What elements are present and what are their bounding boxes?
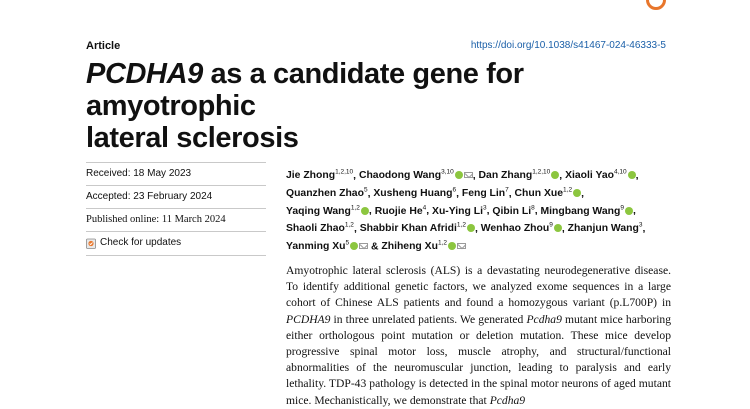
author-name: Ruojie He [374, 205, 423, 217]
check-for-updates-link[interactable] [86, 232, 181, 254]
author-item [286, 170, 353, 181]
orcid-icon[interactable] [350, 242, 358, 250]
author-name: Dan Zhang [478, 170, 533, 182]
title-text-line2: lateral sclerosis [86, 122, 299, 154]
author-name: Shaoli Zhao [286, 223, 345, 235]
author-item [373, 188, 456, 199]
check-updates-icon [86, 238, 96, 249]
author-affiliation: 7 [505, 186, 509, 194]
abstract-text-2: in three unrelated patients. We generated [330, 312, 527, 326]
author-name: Zhanjun Wang [567, 223, 639, 235]
published-date-row [86, 208, 266, 232]
author-affiliation: 1,2,10 [532, 169, 551, 176]
received-date-row [86, 162, 266, 186]
doi-link[interactable]: https://doi.org/10.1038/s41467-024-46333-5 [470, 40, 666, 51]
author-name: Xu-Ying Li [432, 205, 483, 217]
author-name: Chaodong Wang [358, 170, 442, 182]
author-affiliation: 1,2,10 [335, 169, 354, 176]
author-item [359, 170, 473, 181]
orcid-icon[interactable] [467, 224, 475, 232]
abstract-gene-1: PCDHA9 [286, 312, 331, 326]
abstract-gene-2: Pcdha9 [526, 312, 562, 326]
author-affiliation: 5 [345, 239, 350, 247]
author-item [568, 223, 643, 234]
author-item [492, 206, 534, 217]
email-icon[interactable] [359, 243, 368, 249]
orcid-icon[interactable] [361, 207, 369, 215]
title-text-line1: as a candidate gene for amyotrophic [86, 58, 524, 122]
author-name: Yanming Xu [286, 241, 346, 253]
author-affiliation: 5 [363, 186, 368, 194]
article-type-label: Article [86, 40, 121, 52]
author-list: Jie Zhong$^{1,2,10}$, Chaodong Wang$^{3,10}$ , Dan Zhang$^{1,2,10}$ , Xiaoli Yao$^{4,10}$ , Quanzhen Zhao$^5$, Xusheng Huang$^6$, Feng Lin$^7$, Chun Xue$^{1,2}$ , Yaqing Wang$^{1,2}$ , Ruojie He$^4$, Xu-Ying Li$^3$, Qibin Li$^8$, Mingbang Wang$^9$ , Shaoli Zhao$^{1,2}$, Shabbir Khan Afridi$^{1,2}$ , Wenhao Zhou$^9$ , Zhanjun Wang$^3$, Yanming Xu$^5$ & Zhiheng Xu$^{1,2}$ [286, 169, 646, 253]
email-icon[interactable] [457, 243, 466, 249]
author-affiliation: 3 [483, 204, 487, 212]
author-name: Quanzhen Zhao [286, 188, 364, 200]
author-item [360, 223, 475, 234]
abstract [286, 263, 671, 409]
author-name: Qibin Li [492, 205, 532, 217]
accepted-date-row [86, 185, 266, 209]
author-affiliation: 6 [452, 186, 457, 194]
orcid-icon[interactable] [554, 224, 562, 232]
author-affiliation: 1,2 [563, 186, 573, 194]
email-icon[interactable] [464, 172, 473, 178]
abstract-text-3: mutant mice harboring either orthologous point mutation or deletion mutation. These mice develop progressive spinal motor loss, muscle atrophy, and structural/functional abnormalities of the neuromuscular junction, leading to paralysis and early lethality. TDP-43 pathology is detected in the spinal motor neurons of aged mutant mice. Mechanistically, we demonstrate that [286, 312, 672, 407]
abstract-text-1: Amyotrophic lateral sclerosis (ALS) is a devastating neurodegenerative disease. To identify additional genetic factors, we analyzed exome sequences in a large cohort of Chinese ALS patients and found a homozygous variant (p.L700P) in [286, 264, 671, 310]
author-name: Mingbang Wang [540, 205, 621, 217]
journal-logo-icon [646, 0, 666, 10]
author-affiliation: 9 [549, 222, 553, 230]
author-name: Zhiheng Xu [381, 241, 438, 253]
author-name: Chun Xue [514, 188, 564, 200]
author-name: Jie Zhong [286, 170, 336, 182]
author-name: Shabbir Khan Afridi [359, 223, 457, 235]
orcid-icon[interactable] [455, 171, 463, 179]
author-affiliation: 1,2 [437, 239, 447, 247]
orcid-icon[interactable] [448, 242, 456, 250]
published-date: Published online: 11 March 2024 [86, 208, 266, 232]
check-updates-label: Check for updates [100, 237, 182, 248]
author-affiliation: 8 [531, 204, 535, 212]
orcid-icon[interactable] [551, 171, 559, 179]
author-item [286, 223, 354, 234]
author-item [565, 170, 636, 181]
author-name: Xiaoli Yao [565, 170, 614, 182]
orcid-icon[interactable] [628, 171, 636, 179]
author-affiliation: 4 [422, 204, 427, 212]
author-affiliation: 9 [620, 204, 624, 212]
author-name: Yaqing Wang [286, 205, 351, 217]
author-item [481, 223, 562, 234]
orcid-icon[interactable] [625, 207, 633, 215]
author-item [462, 188, 509, 199]
author-affiliation: 4,10 [613, 169, 627, 176]
abstract-gene-3: Pcdha9 [489, 393, 526, 407]
author-item [381, 241, 466, 252]
author-item [375, 206, 427, 217]
author-item [540, 206, 632, 217]
author-item [479, 170, 560, 181]
author-name: Wenhao Zhou [480, 223, 550, 235]
author-name: Feng Lin [461, 188, 506, 200]
author-affiliation: 1,2 [344, 222, 354, 230]
author-item [286, 206, 369, 217]
author-item [286, 241, 368, 252]
author-affiliation: 3,10 [441, 169, 454, 176]
author-affiliation: 3 [638, 222, 643, 230]
author-affiliation: 1,2 [350, 204, 360, 212]
received-date: Received: 18 May 2023 [86, 162, 266, 186]
check-updates-row [86, 231, 266, 256]
orcid-icon[interactable] [573, 189, 581, 197]
title-gene: PCDHA9 [86, 58, 203, 90]
article-title [86, 58, 686, 154]
author-affiliation: 1,2 [456, 222, 466, 230]
author-item [286, 188, 368, 199]
author-item [515, 188, 582, 199]
accepted-date: Accepted: 23 February 2024 [86, 185, 266, 209]
author-name: Xusheng Huang [373, 188, 453, 200]
author-item [432, 206, 487, 217]
